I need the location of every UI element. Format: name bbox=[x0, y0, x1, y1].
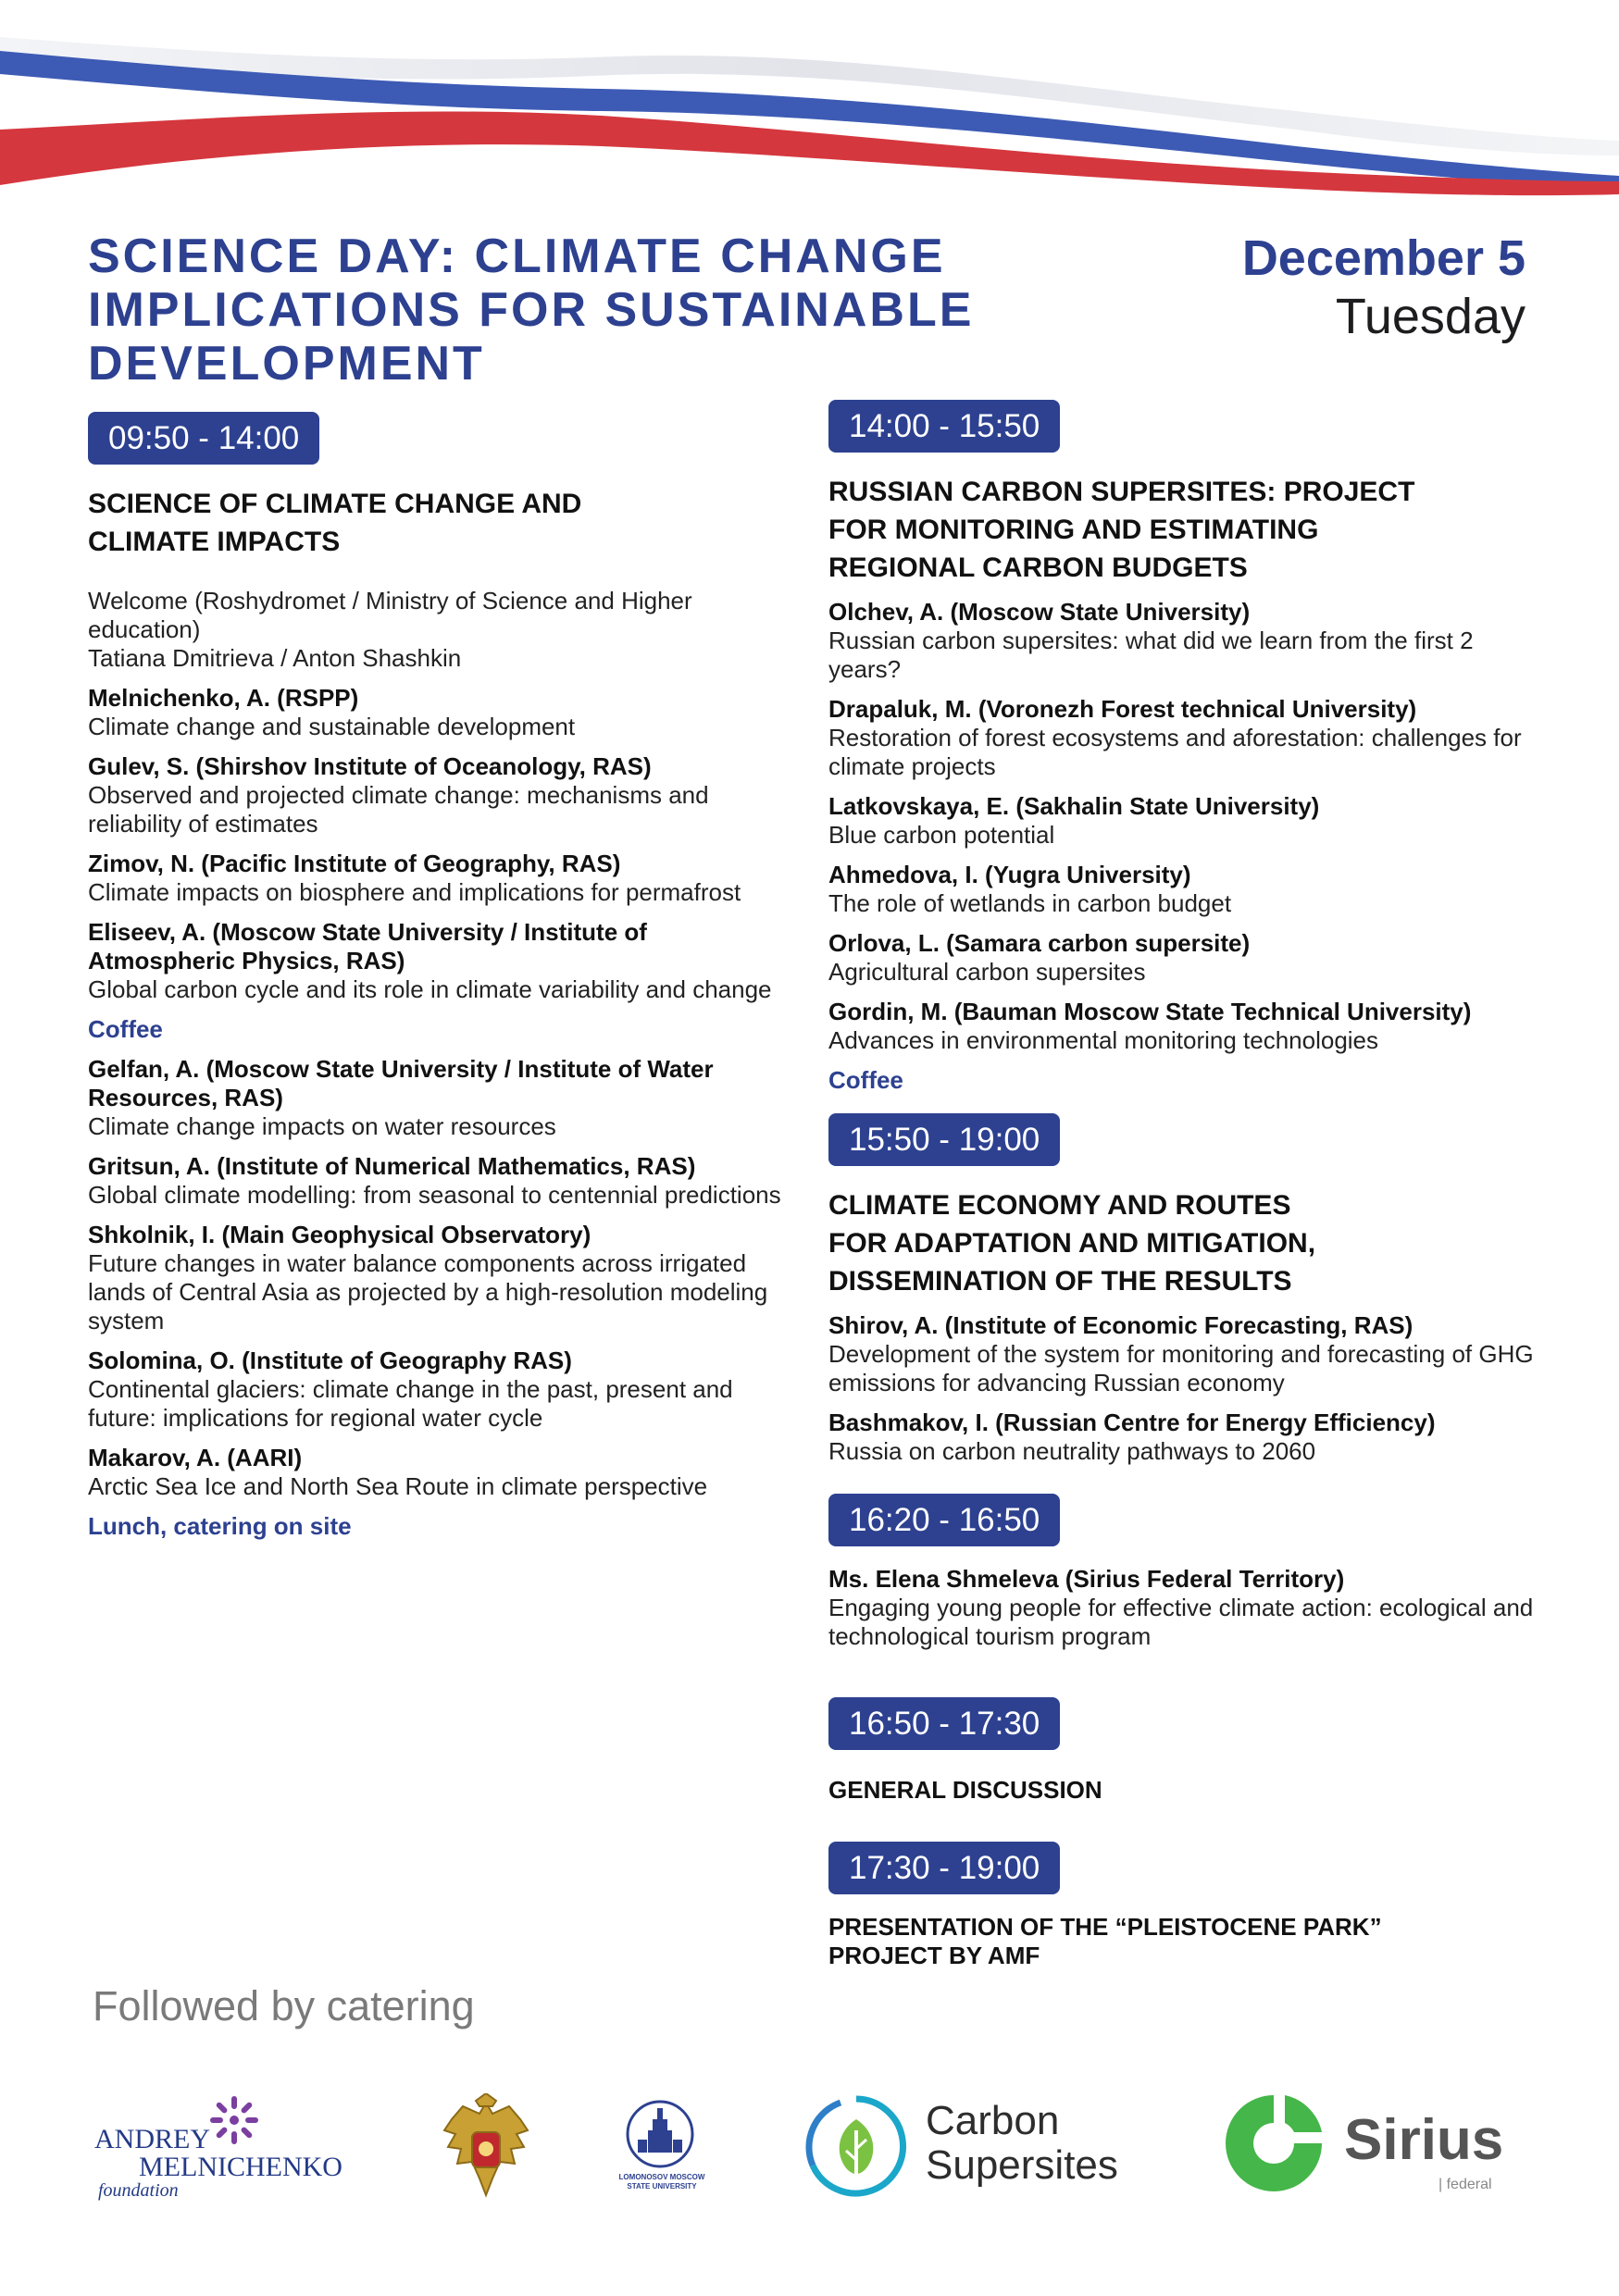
flower-icon bbox=[207, 2093, 261, 2147]
talk-item bbox=[88, 918, 791, 1004]
coffee-break: Coffee bbox=[828, 1066, 903, 1094]
talk-speaker: Gritsun, A. (Institute of Numerical Mathematics, RAS) bbox=[88, 1152, 696, 1180]
talk-item bbox=[88, 1221, 791, 1335]
talk-item bbox=[828, 598, 1541, 684]
amf-logo-line-3: foundation bbox=[98, 2180, 179, 2201]
welcome-item bbox=[88, 587, 791, 673]
talk-item bbox=[828, 792, 1541, 850]
msu-logo-line-2: STATE UNIVERSITY bbox=[627, 2182, 697, 2191]
sirius-sub: | federal bbox=[1438, 2177, 1492, 2192]
time-badge: 14:00 - 15:50 bbox=[828, 400, 1060, 453]
lunch-break: Lunch, catering on site bbox=[88, 1512, 352, 1540]
talk-item bbox=[828, 695, 1541, 781]
sirius-name: Sirius bbox=[1344, 2108, 1504, 2172]
talk-list bbox=[828, 598, 1541, 1055]
talk-topic: Global climate modelling: from seasonal to centennial predictions bbox=[88, 1181, 781, 1209]
section-title-line: CLIMATE IMPACTS bbox=[88, 527, 341, 557]
time-badge: 17:30 - 19:00 bbox=[828, 1842, 1060, 1894]
talk-topic: Russian carbon supersites: what did we learn from the first 2 years? bbox=[828, 627, 1474, 683]
afternoon-session-column bbox=[828, 400, 1541, 1970]
talk-speaker: Gordin, M. (Bauman Moscow State Technical University) bbox=[828, 998, 1472, 1025]
andrey-melnichenko-foundation-logo bbox=[94, 2093, 342, 2201]
coffee-break: Coffee bbox=[88, 1015, 163, 1043]
section-title-line: FOR MONITORING AND ESTIMATING bbox=[828, 515, 1319, 545]
time-badge: 16:50 - 17:30 bbox=[828, 1697, 1060, 1750]
title-line-1: SCIENCE DAY: CLIMATE CHANGE bbox=[88, 230, 946, 283]
section-title-line: CLIMATE ECONOMY AND ROUTES bbox=[828, 1190, 1291, 1221]
section-title-line: FOR ADAPTATION AND MITIGATION, bbox=[828, 1228, 1316, 1259]
carbon-logo-line-1: Carbon bbox=[926, 2098, 1060, 2143]
carbon-logo-line-2: Supersites bbox=[926, 2142, 1118, 2188]
talk-speaker: Bashmakov, I. (Russian Centre for Energy Efficiency) bbox=[828, 1409, 1436, 1436]
welcome-title: Welcome (Roshydromet / Ministry of Science and Higher education) bbox=[88, 587, 692, 643]
talk-speaker: Ahmedova, I. (Yugra University) bbox=[828, 861, 1191, 888]
talk-list bbox=[88, 684, 791, 1004]
presentation-title bbox=[828, 1913, 1541, 1970]
talk-item bbox=[828, 1311, 1541, 1397]
talk-speaker: Drapaluk, M. (Voronezh Forest technical University) bbox=[828, 695, 1417, 723]
talk-topic: Development of the system for monitoring and forecasting of GHG emissions for advancing Russian economy bbox=[828, 1340, 1534, 1396]
event-date bbox=[1242, 230, 1526, 346]
carbon-supersites-logo bbox=[803, 2093, 1137, 2204]
title-line-3: DEVELOPMENT bbox=[88, 337, 485, 391]
talk-item bbox=[828, 861, 1541, 918]
talk-speaker: Solomina, O. (Institute of Geography RAS) bbox=[88, 1347, 572, 1374]
talk-item bbox=[88, 684, 791, 741]
time-badge: 09:50 - 14:00 bbox=[88, 412, 319, 465]
talk-topic: Climate change impacts on water resources bbox=[88, 1112, 556, 1140]
section-title bbox=[88, 485, 791, 561]
talk-item bbox=[88, 850, 791, 907]
presentation-title-line: PRESENTATION OF THE “PLEISTOCENE PARK” bbox=[828, 1913, 1382, 1941]
talk-speaker: Shirov, A. (Institute of Economic Forecasting, RAS) bbox=[828, 1311, 1414, 1339]
talk-topic: Engaging young people for effective climate action: ecological and technological tourism program bbox=[828, 1594, 1534, 1650]
msu-building-icon bbox=[625, 2099, 695, 2169]
talk-speaker: Zimov, N. (Pacific Institute of Geography, RAS) bbox=[88, 850, 621, 877]
talk-item bbox=[828, 998, 1541, 1055]
talk-speaker: Ms. Elena Shmeleva (Sirius Federal Territory) bbox=[828, 1565, 1345, 1593]
talk-item bbox=[88, 752, 791, 838]
talk-speaker: Latkovskaya, E. (Sakhalin State University) bbox=[828, 792, 1320, 820]
talk-item bbox=[828, 1409, 1541, 1466]
time-badge: 15:50 - 19:00 bbox=[828, 1113, 1060, 1166]
talk-topic: The role of wetlands in carbon budget bbox=[828, 889, 1232, 917]
morning-session-column bbox=[88, 412, 791, 1541]
talk-topic: Agricultural carbon supersites bbox=[828, 958, 1146, 986]
title-line-2: IMPLICATIONS FOR SUSTAINABLE bbox=[88, 283, 975, 337]
talk-speaker: Orlova, L. (Samara carbon supersite) bbox=[828, 929, 1251, 957]
section-title bbox=[828, 1186, 1541, 1300]
talk-topic: Advances in environmental monitoring technologies bbox=[828, 1026, 1379, 1054]
russian-flag-ribbon bbox=[0, 0, 1619, 204]
talk-topic: Global carbon cycle and its role in climate variability and change bbox=[88, 975, 772, 1003]
msu-logo bbox=[606, 2099, 717, 2201]
talk-topic: Observed and projected climate change: mechanisms and reliability of estimates bbox=[88, 781, 709, 838]
talk-item bbox=[88, 1055, 791, 1141]
sirius-logo bbox=[1220, 2090, 1526, 2201]
msu-logo-line-1: LOMONOSOV MOSCOW bbox=[618, 2173, 705, 2181]
section-title-line: RUSSIAN CARBON SUPERSITES: PROJECT bbox=[828, 477, 1415, 507]
talk-list bbox=[828, 1565, 1541, 1651]
leaf-circle-icon bbox=[803, 2093, 909, 2199]
amf-logo-line-2: MELNICHENKO bbox=[139, 2152, 342, 2182]
double-headed-eagle-emblem bbox=[435, 2093, 537, 2203]
talk-item bbox=[828, 929, 1541, 987]
page-title bbox=[88, 230, 1014, 391]
talk-list bbox=[88, 1055, 791, 1501]
weekday-text: Tuesday bbox=[1335, 289, 1526, 344]
talk-item bbox=[88, 1152, 791, 1210]
talk-speaker: Olchev, A. (Moscow State University) bbox=[828, 598, 1251, 626]
talk-topic: Russia on carbon neutrality pathways to 2060 bbox=[828, 1437, 1316, 1465]
talk-item bbox=[88, 1444, 791, 1501]
talk-topic: Future changes in water balance components across irrigated lands of Central Asia as projected by a high-resolution modeling system bbox=[88, 1249, 768, 1334]
talk-topic: Restoration of forest ecosystems and aforestation: challenges for climate projects bbox=[828, 724, 1522, 780]
talk-speaker: Shkolnik, I. (Main Geophysical Observatory) bbox=[88, 1221, 592, 1248]
section-title-line: REGIONAL CARBON BUDGETS bbox=[828, 552, 1248, 583]
sirius-ring-icon bbox=[1220, 2090, 1327, 2197]
talk-topic: Continental glaciers: climate change in the past, present and future: implications for regional water cycle bbox=[88, 1375, 733, 1432]
section-title bbox=[828, 473, 1541, 587]
talk-topic: Blue carbon potential bbox=[828, 821, 1055, 849]
talk-item bbox=[828, 1565, 1541, 1651]
talk-speaker: Melnichenko, A. (RSPP) bbox=[88, 684, 359, 712]
talk-list bbox=[828, 1311, 1541, 1466]
section-title-line: SCIENCE OF CLIMATE CHANGE AND bbox=[88, 489, 582, 519]
welcome-speakers: Tatiana Dmitrieva / Anton Shashkin bbox=[88, 644, 462, 672]
talk-speaker: Makarov, A. (AARI) bbox=[88, 1444, 303, 1471]
talk-topic: Climate change and sustainable development bbox=[88, 713, 576, 740]
talk-speaker: Eliseev, A. (Moscow State University / Institute of Atmospheric Physics, RAS) bbox=[88, 918, 647, 974]
section-title-line: DISSEMINATION OF THE RESULTS bbox=[828, 1266, 1292, 1297]
date-text: December 5 bbox=[1241, 230, 1526, 286]
time-badge: 16:20 - 16:50 bbox=[828, 1494, 1060, 1546]
talk-item bbox=[88, 1347, 791, 1433]
general-discussion: GENERAL DISCUSSION bbox=[828, 1776, 1102, 1804]
talk-topic: Arctic Sea Ice and North Sea Route in climate perspective bbox=[88, 1472, 708, 1500]
talk-topic: Climate impacts on biosphere and implications for permafrost bbox=[88, 878, 741, 906]
talk-speaker: Gulev, S. (Shirshov Institute of Oceanology, RAS) bbox=[88, 752, 652, 780]
amf-logo-line-1: ANDREY bbox=[94, 2124, 210, 2154]
talk-speaker: Gelfan, A. (Moscow State University / Institute of Water Resources, RAS) bbox=[88, 1055, 714, 1111]
followed-by-catering: Followed by catering bbox=[93, 1982, 475, 2029]
presentation-title-line: PROJECT BY AMF bbox=[828, 1942, 1040, 1969]
